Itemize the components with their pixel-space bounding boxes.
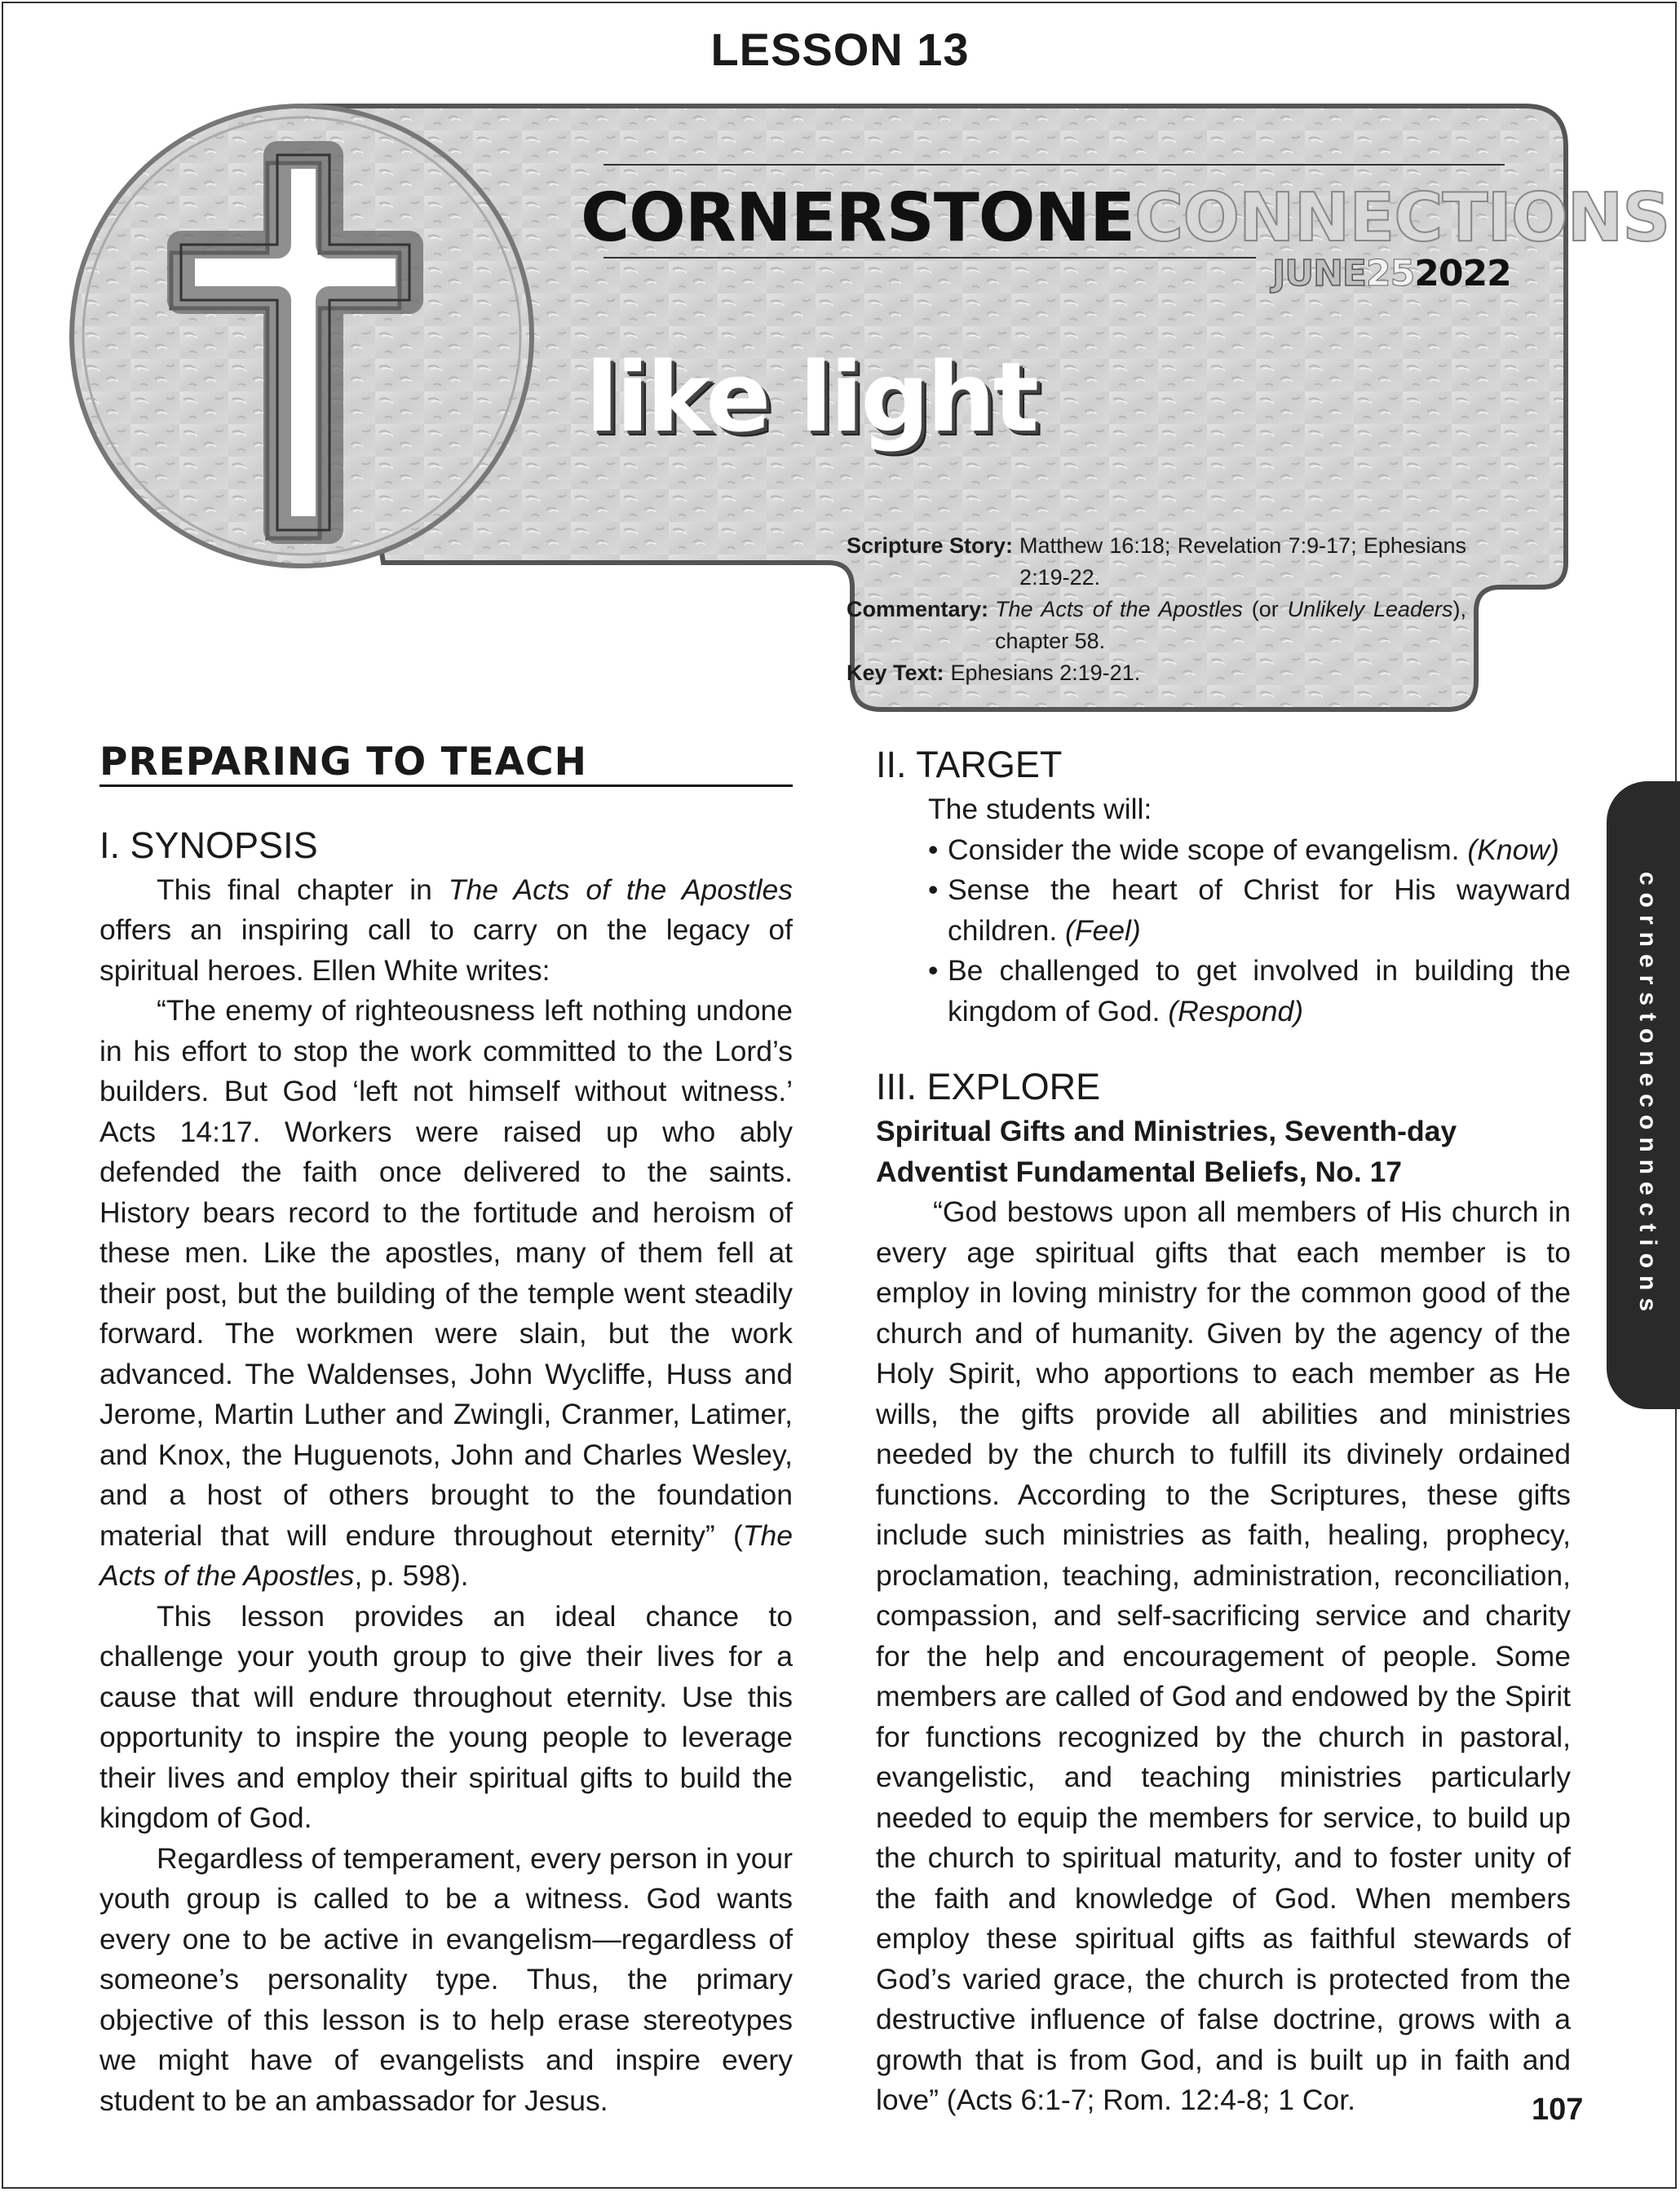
target-item xyxy=(928,951,1571,1032)
target-heading: II. TARGET xyxy=(876,744,1063,785)
target-tag: (Respond) xyxy=(1168,994,1304,1028)
commentary-alt-book: Unlikely Leaders xyxy=(1287,597,1453,621)
target-text: Be challenged to get involved in building the kingdom of God. xyxy=(948,954,1571,1028)
commentary-book: The Acts of the Apostles xyxy=(995,597,1243,621)
side-tab xyxy=(1607,781,1680,1409)
scripture-references xyxy=(847,530,1466,689)
side-tab-label: cornerstoneconnections xyxy=(1634,871,1661,1319)
scripture-story-label: Scripture Story: xyxy=(847,533,1014,558)
scripture-story-row xyxy=(847,530,1466,594)
commentary-row xyxy=(847,594,1466,657)
date-year: 2022 xyxy=(1414,253,1511,294)
p1-text-a: This final chapter in xyxy=(157,873,449,906)
commentary-text xyxy=(995,594,1466,657)
left-column xyxy=(99,742,793,2121)
synopsis-paragraph-1 xyxy=(99,870,793,992)
synopsis-paragraph-3: This lesson provides an ideal chance to challenge your youth group to give their lives for a cause that will endure throughout eternity. Use this opportunity to inspire the young people to leverage their lives and employ their spiritual gifts to build the kingdom of God. xyxy=(99,1599,793,1834)
target-tag: (Feel) xyxy=(1065,913,1141,947)
p1-book-title: The Acts of the Apostles xyxy=(448,873,793,906)
key-text-row xyxy=(847,657,1466,689)
scripture-story-text: Matthew 16:18; Revelation 7:9-17; Ephesians 2:19-22. xyxy=(1019,533,1466,590)
synopsis-quote xyxy=(99,991,793,1597)
series-title-light: CONNECTIONS xyxy=(1134,179,1670,257)
lesson-date xyxy=(1272,253,1511,294)
synopsis-heading: I. SYNOPSIS xyxy=(99,824,318,866)
target-item xyxy=(928,830,1571,871)
target-text: Consider the wide scope of evangelism. xyxy=(948,833,1468,866)
commentary-label: Commentary: xyxy=(847,597,989,621)
target-intro: The students will: xyxy=(928,793,1152,825)
target-list xyxy=(876,830,1571,1032)
commentary-chapter: ), chapter 58. xyxy=(995,597,1466,653)
quote-text: “The enemy of righteousness left nothing undone in his effort to stop the work committed to the Lord’s builders. But God ‘left not himself without witness.’ Acts 14:17. Workers were raised up who ably defended the faith once delivered to the saints. History bears record to the fortitude and heroism of these men. Like the apostles, many of them fell at their post, but the building of the temple went steadily forward. The workmen were slain, but the work advanced. The Waldenses, John Wycliffe, Huss and Jerome, Martin Luther and Zwingli, Cranmer, Latimer, and Knox, the Huguenots, John and Charles Wesley, and a host of others brought to the foundation material that will endure throughout eternity” ( xyxy=(99,994,793,1552)
p1-text-b: offers an inspiring call to carry on the legacy of spiritual heroes. Ellen White writes: xyxy=(99,913,793,987)
section-title: PREPARING TO TEACH xyxy=(99,742,793,787)
quote-book-title: The Acts of the Apostles xyxy=(99,1518,793,1592)
lesson-banner xyxy=(33,98,1670,718)
key-text-label: Key Text: xyxy=(847,661,944,685)
target-text: Sense the heart of Christ for His wayward children. xyxy=(948,873,1571,947)
target-tag: (Know) xyxy=(1467,833,1559,866)
date-day: 25 xyxy=(1365,253,1415,294)
commentary-or: (or xyxy=(1242,597,1288,621)
key-text: Ephesians 2:19-21. xyxy=(950,661,1141,685)
right-column xyxy=(876,742,1571,2121)
lesson-label: LESSON 13 xyxy=(710,24,970,75)
quote-citation: , p. 598). xyxy=(354,1559,469,1592)
explore-heading: III. EXPLORE xyxy=(876,1066,1101,1107)
page-number: 107 xyxy=(1532,2093,1584,2127)
explore-text: “God bestows upon all members of His church in every age spiritual gifts that each member is to employ in loving ministry for the common good of the church and of humanity. Given by the agency of the Holy Spirit, who apportions to each member as He wills, the gifts provide all abilities and ministries needed by the church to fulfill its divinely ordained functions. According to the Scriptures, these gifts include such ministries as faith, healing, prophecy, proclamation, teaching, administration, reconciliation, compassion, and self-sacrificing service and charity for the help and encouragement of people. Some members are called of God and endowed by the Spirit for functions recognized by the church in pastoral, evangelistic, and teaching ministries particularly needed to equip the members for service, to build up the church to spiritual maturity, and to foster unity of the faith and knowledge of God. When members employ these spiritual gifts as faithful stewards of God’s varied grace, the church is protected from the destructive influence of false doctrine, grows with a growth that is from God, and is built up in faith and love” (Acts 6:1-7; Rom. 12:4-8; 1 Cor. xyxy=(876,1195,1571,2116)
synopsis-paragraph-4: Regardless of temperament, every person in your youth group is called to be a witness. God wants every one to be active in evangelism—regardless of someone’s personality type. Thus, the primary objective of this lesson is to help erase stereotypes we might have of evangelists and inspire every student to be an ambassador for Jesus. xyxy=(99,1841,793,2117)
series-title-strong: CORNERSTONE xyxy=(581,179,1135,257)
date-month: JUNE xyxy=(1272,253,1366,294)
explore-subheading: Spiritual Gifts and Ministries, Seventh-day Adventist Fundamental Beliefs, No. 17 xyxy=(876,1115,1457,1188)
target-item xyxy=(928,870,1571,951)
lesson-title: like light xyxy=(586,341,1037,453)
